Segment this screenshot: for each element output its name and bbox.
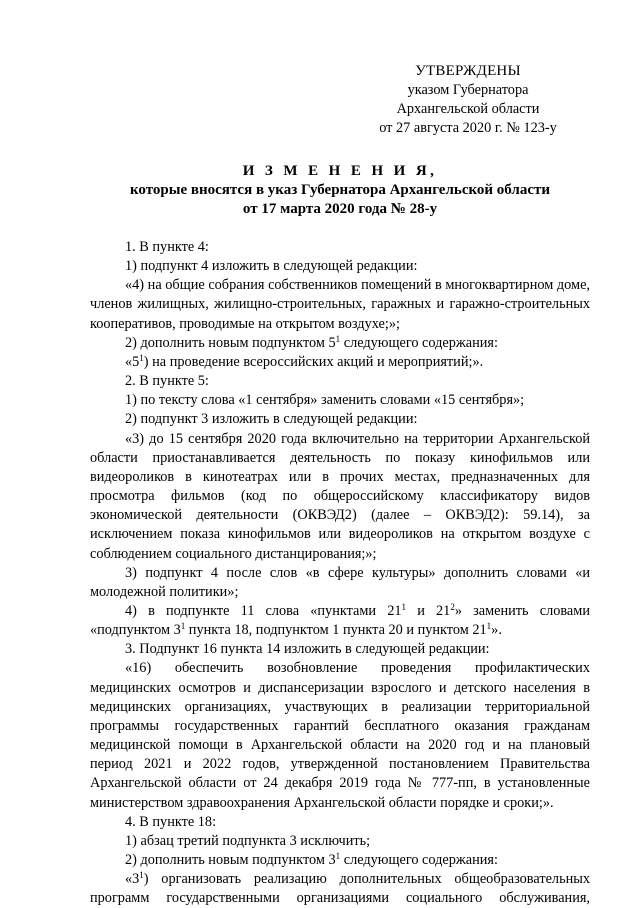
heading-subtitle: от 17 марта 2020 года № 28-у [242,201,438,217]
paragraph-text: 2) дополнить новым подпунктом 3 [125,852,336,868]
paragraph [90,602,590,640]
paragraph [90,353,590,372]
paragraph [90,851,590,870]
paragraph [90,334,590,353]
document-heading [90,162,590,219]
paragraph-text: и 21 [406,602,451,619]
paragraph-text: 2) подпункт 3 изложить в следующей редакции: [125,411,418,428]
paragraph [90,372,590,391]
paragraph-text: 1) по тексту слова «1 сентября» заменить словами «15 сентября»; [125,392,525,409]
approval-line: от 27 августа 2020 г. № 123-у [379,120,557,136]
paragraph-text: 3) подпункт 4 после слов «в сфере культуры» дополнить словами «и молодежной политики»; [90,564,590,600]
superscript: 2 [450,601,455,612]
superscript: 1 [139,352,144,363]
paragraph-text: 4) в подпункте 11 слова «пунктами 21 [125,602,402,619]
paragraph-text: «16) обеспечить возобновление проведения профилактических медицинских осмотров и диспансеризации взрослого и детского населения в медицинских организациях, участвующих в реализации территориальной программы государственных гарантий бесплатного оказания гражданам медицинской помощи в Архангельской области на 2020 год и на плановый период 2021 и 2022 годов, утвержденной постановлением Правительства Архангельской области от 24 декабря 2019 года № 777-пп, в установленные министерством здравоохранения Архангельской области порядке и сроки;». [90,660,590,811]
paragraph-text: пункта 18, подпунктом 1 пункта 20 и пунктом 21 [185,622,487,639]
paragraph-text: » заменить словами «подпунктом 3 [90,602,590,639]
superscript: 1 [335,851,341,861]
paragraph-text: ) организовать реализацию дополнительных общеобразовательных программ государственными организациями социального обслуживания, [90,871,590,907]
superscript: 1 [401,601,407,612]
paragraph [90,832,590,851]
approval-line: Архангельской области [396,101,540,117]
paragraph [90,430,590,564]
paragraph-text: следующего содержания: [340,334,498,351]
paragraph-text: ) на проведение всероссийских акций и мероприятий;». [143,353,484,370]
approval-block [340,62,596,138]
paragraph-text: «5 [125,353,140,370]
paragraph [90,391,590,410]
paragraph [90,257,590,276]
paragraph [90,238,590,257]
paragraph [90,564,590,602]
paragraph-text: «3) до 15 сентября 2020 года включительно на территории Архангельской области приостанавливается деятельность по показу кинофильмов или видеороликов в кинотеатрах или в прочих местах, предназначенных для просмотра фильмов (код по общероссийскому классификатору видов экономической деятельности (ОКВЭД2) (далее – ОКВЭД2): 59.14), за исключением показа кинофильмов или видеороликов на открытом воздухе с соблюдением социального дистанцирования;»; [90,430,590,562]
paragraph-text: следующего содержания: [340,852,498,868]
paragraph [90,276,590,333]
paragraph-text: 1) абзац третий подпункта 3 исключить; [125,832,371,849]
paragraph-text: 4. В пункте 18: [125,813,217,830]
paragraph-text: 2) дополнить новым подпунктом 5 [125,334,336,351]
paragraph [90,410,590,429]
approval-title: УТВЕРЖДЕНЫ [415,63,521,79]
paragraph [90,813,590,832]
approval-line: указом Губернатора [407,82,529,98]
paragraph-text: 2. В пункте 5: [125,373,209,390]
superscript: 1 [139,870,144,881]
paragraph-text: 1. В пункте 4: [125,239,209,255]
heading-subtitle: которые вносятся в указ Губернатора Архангельской области [129,182,551,198]
paragraph [90,659,590,812]
paragraph-text: «3 [125,871,140,888]
paragraph-text: 3. Подпункт 16 пункта 14 изложить в следующей редакции: [125,641,490,658]
paragraph-text: ». [491,622,502,639]
paragraph [90,640,590,659]
document-body [90,238,590,908]
superscript: 1 [180,621,186,632]
superscript: 1 [486,621,492,632]
paragraph [90,870,590,908]
paragraph-text: «4) на общие собрания собственников помещений в многоквартирном доме, членов жилищных, жилищно-строительных, гаражных и гаражно-строительных кооперативов, проводимые на открытом воздухе;»; [90,277,590,332]
heading-title: И З М Е Н Е Н И Я, [242,163,438,179]
superscript: 1 [335,333,341,344]
paragraph-text: 1) подпункт 4 изложить в следующей редакции: [125,258,418,275]
